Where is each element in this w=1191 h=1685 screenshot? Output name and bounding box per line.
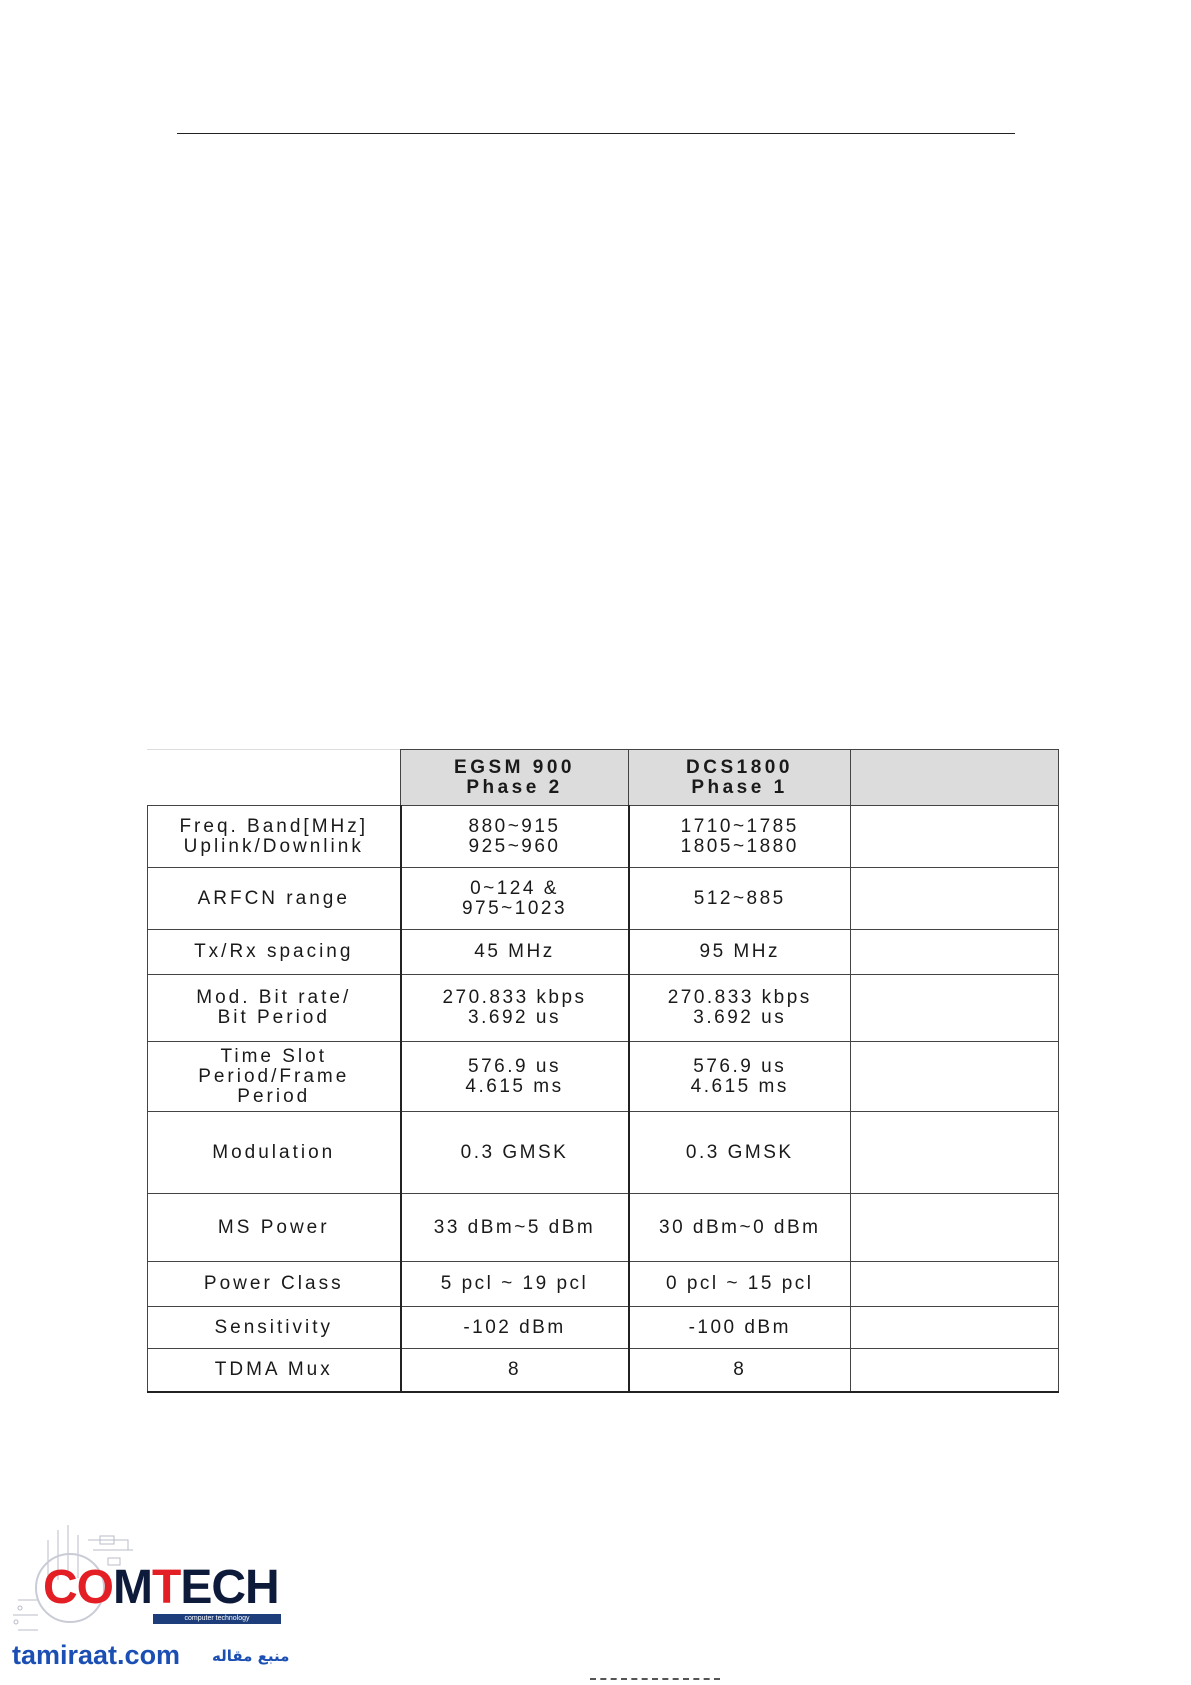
row-dcs-value: -100 dBm <box>629 1307 851 1349</box>
row-param: Tx/Rx spacing <box>148 930 401 975</box>
table-row <box>148 1194 1059 1262</box>
row-dcs-value: 0 pcl ~ 15 pcl <box>629 1262 851 1307</box>
header-corner-cell <box>148 750 401 806</box>
logo-wordmark-ech: ECH <box>180 1561 279 1614</box>
row-dcs-value: 30 dBm~0 dBm <box>629 1194 851 1262</box>
row-egsm-value: 880~915 925~960 <box>401 806 629 868</box>
table-row <box>148 930 1059 975</box>
table-row <box>148 1307 1059 1349</box>
row-egsm-value: -102 dBm <box>401 1307 629 1349</box>
table-row <box>148 975 1059 1042</box>
row-param: TDMA Mux <box>148 1349 401 1392</box>
row-egsm-value: 0~124 & 975~1023 <box>401 868 629 930</box>
row-egsm-value: 0.3 GMSK <box>401 1112 629 1194</box>
gsm-spec-table <box>147 749 1059 1393</box>
source-label: منبع مقاله <box>212 1647 290 1665</box>
table-row <box>148 1112 1059 1194</box>
row-blank-cell <box>851 930 1059 975</box>
table-row <box>148 1262 1059 1307</box>
table-row <box>148 1042 1059 1112</box>
row-dcs-value: 270.833 kbps 3.692 us <box>629 975 851 1042</box>
row-blank-cell <box>851 806 1059 868</box>
logo-wordmark-m: M <box>113 1561 152 1614</box>
row-param: Modulation <box>148 1112 401 1194</box>
row-blank-cell <box>851 1262 1059 1307</box>
logo-wordmark <box>43 1560 279 1615</box>
header-rule <box>177 133 1015 134</box>
row-blank-cell <box>851 1112 1059 1194</box>
row-blank-cell <box>851 975 1059 1042</box>
row-dcs-value: 512~885 <box>629 868 851 930</box>
row-blank-cell <box>851 1307 1059 1349</box>
row-param: Freq. Band[MHz] Uplink/Downlink <box>148 806 401 868</box>
row-dcs-value: 0.3 GMSK <box>629 1112 851 1194</box>
header-dcs1800: DCS1800 Phase 1 <box>629 750 851 806</box>
header-blank-cell <box>851 750 1059 806</box>
row-dcs-value: 576.9 us 4.615 ms <box>629 1042 851 1112</box>
row-blank-cell <box>851 1194 1059 1262</box>
row-dcs-value: 95 MHz <box>629 930 851 975</box>
row-param: Power Class <box>148 1262 401 1307</box>
row-blank-cell <box>851 1349 1059 1392</box>
row-egsm-value: 45 MHz <box>401 930 629 975</box>
row-param: Sensitivity <box>148 1307 401 1349</box>
row-blank-cell <box>851 868 1059 930</box>
table-row <box>148 868 1059 930</box>
row-param: Time Slot Period/Frame Period <box>148 1042 401 1112</box>
row-egsm-value: 576.9 us 4.615 ms <box>401 1042 629 1112</box>
row-egsm-value: 8 <box>401 1349 629 1392</box>
header-egsm900: EGSM 900 Phase 2 <box>401 750 629 806</box>
row-param: MS Power <box>148 1194 401 1262</box>
table-row <box>148 806 1059 868</box>
row-dcs-value: 8 <box>629 1349 851 1392</box>
site-url: tamiraat.com <box>12 1640 181 1670</box>
row-egsm-value: 5 pcl ~ 19 pcl <box>401 1262 629 1307</box>
row-egsm-value: 270.833 kbps 3.692 us <box>401 975 629 1042</box>
table-header-row <box>148 750 1059 806</box>
row-param: Mod. Bit rate/ Bit Period <box>148 975 401 1042</box>
logo-wordmark-o: O <box>76 1561 114 1614</box>
row-blank-cell <box>851 1042 1059 1112</box>
logo-wordmark-t: T <box>152 1561 181 1614</box>
row-egsm-value: 33 dBm~5 dBm <box>401 1194 629 1262</box>
logo-tagline: computer technology <box>153 1614 281 1624</box>
table-row <box>148 1349 1059 1392</box>
page-bottom-marks <box>590 1678 720 1684</box>
row-dcs-value: 1710~1785 1805~1880 <box>629 806 851 868</box>
row-param: ARFCN range <box>148 868 401 930</box>
logo-wordmark-c: C <box>43 1561 77 1614</box>
